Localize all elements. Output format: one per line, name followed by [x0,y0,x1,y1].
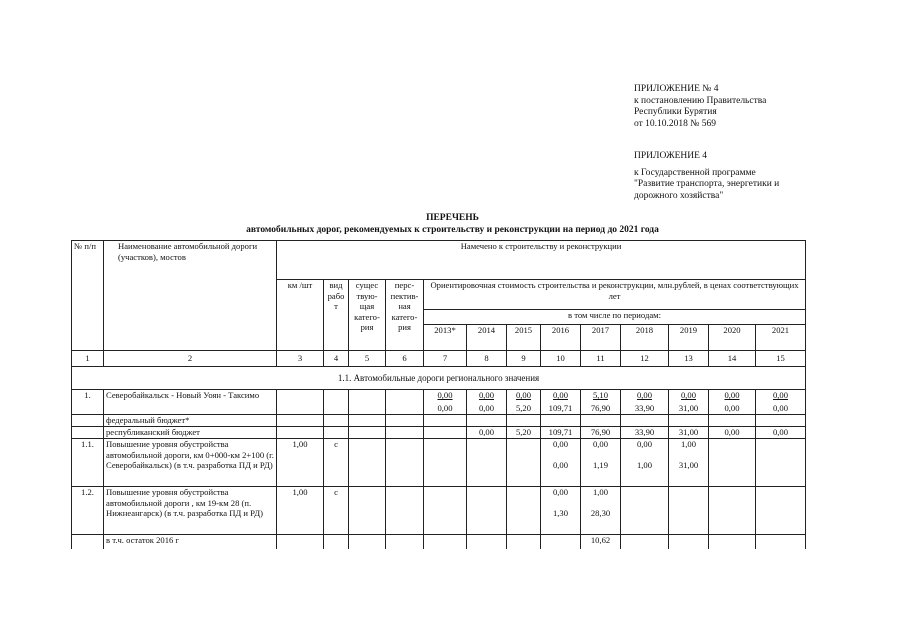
cost-value: 0,00 [467,390,507,403]
cost-value: 33,90 [621,403,669,415]
col-number: 8 [467,351,507,367]
year-header: 2020 [709,325,756,351]
table-row [72,487,806,535]
appendix-top-line3: Республики Бурятия [634,107,717,117]
col-number: 10 [541,351,581,367]
col-number: 11 [581,351,621,367]
col-number: 12 [621,351,669,367]
cost-value: 0,00 [709,390,756,403]
appendix-bottom [634,151,779,202]
km-value: 1,00 [277,439,324,487]
col-number: 7 [424,351,467,367]
cost-value: 0,00 [592,439,609,449]
cost-value: 31,00 [669,427,709,439]
cost-value: 5,20 [507,403,541,415]
document-title: ПЕРЕЧЕНЬ [426,213,479,223]
cost-value: 31,00 [678,459,699,470]
row-number: 1.1. [72,439,104,487]
cost-value: 0,00 [756,390,806,403]
cost-value: 33,90 [621,427,669,439]
cost-value: 0,00 [709,403,756,415]
cost-value: 0,00 [636,439,653,449]
col-number: 6 [386,351,424,367]
table-row [72,535,806,549]
table-row [72,439,806,487]
year-header: 2016 [541,325,581,351]
header-work-type: вид рабо т [324,280,349,351]
km-value: 1,00 [277,487,324,535]
cost-value: 1,00 [680,439,697,449]
cost-value: 0,00 [424,403,467,415]
table-row [72,427,806,439]
cost-value: 28,30 [590,507,611,518]
appendix-top [634,84,766,130]
cost-value: 0,00 [621,390,669,403]
year-header: 2018 [621,325,669,351]
col-number: 14 [709,351,756,367]
col-number: 13 [669,351,709,367]
col-number: 2 [104,351,277,367]
work-type-value: с [324,487,349,535]
header-name: Наименование автомобильной дороги (участков), мостов [104,241,277,351]
cost-value: 76,90 [581,427,621,439]
col-number: 5 [349,351,386,367]
col-number: 3 [277,351,324,367]
header-row-1 [72,241,806,280]
appendix-bottom-line3: "Развитие транспорта, энергетики и [634,179,780,189]
cost-value: 109,71 [541,427,581,439]
cost-value: 5,10 [581,390,621,403]
col-number: 9 [507,351,541,367]
year-header: 2014 [467,325,507,351]
appendix-top-line2: к постановлению Правительства [634,95,767,106]
header-km: км /шт [277,280,324,351]
road-name: Повышение уровня обустройства автомобильной дороги , км 19-км 28 (п. Нижнеангарск) (в т.ч. разработка ПД и РД) [104,487,277,535]
cost-value: 0,00 [541,390,581,403]
document-subtitle: автомобильных дорог, рекомендуемых к строительству и реконструкции на период до 2021 года [246,225,659,235]
col-number: 1 [72,351,104,367]
cost-value: 1,00 [636,459,653,470]
year-header: 2015 [507,325,541,351]
year-header: 2021 [756,325,806,351]
cost-value: 0,00 [669,390,709,403]
budget-federal: федеральный бюджет* [104,415,277,427]
table-row [72,415,806,427]
cost-value: 5,20 [507,427,541,439]
row-number: 1. [72,390,104,415]
appendix-bottom-line1: ПРИЛОЖЕНИЕ 4 [634,151,708,161]
column-numbers-row [72,351,806,367]
appendix-bottom-line4: дорожного хозяйства" [634,190,724,201]
road-name: Северобайкальск - Новый Уоян - Таксимо [104,390,277,415]
cost-value: 1,00 [592,487,609,497]
work-type-value: с [324,439,349,487]
cost-value: 0,00 [756,427,806,439]
table-row [72,390,806,403]
year-header: 2019 [669,325,709,351]
cost-value: 10,62 [581,535,621,549]
cost-value: 0,00 [467,403,507,415]
cost-value: 1,19 [592,459,609,470]
road-name: Повышение уровня обустройства автомобильной дороги, км 0+000-км 2+100 (г. Северобайкальск) (в т.ч. разработка ПД и РД) [104,439,277,487]
cost-value: 0,00 [424,390,467,403]
col-number: 15 [756,351,806,367]
col-number: 4 [324,351,349,367]
header-num: № п/п [72,241,104,351]
section-title: 1.1. Автомобильные дороги регионального значения [72,367,806,390]
appendix-top-line1: ПРИЛОЖЕНИЕ № 4 [634,84,719,94]
rest-label: в т.ч. остаток 2016 г [104,535,277,549]
cost-value: 31,00 [669,403,709,415]
section-row [72,367,806,390]
budget-republican: республиканский бюджет [104,427,277,439]
header-by-periods: в том числе по периодам: [424,310,806,325]
cost-value: 109,71 [541,403,581,415]
row-number: 1.2. [72,487,104,535]
header-cost: Ориентировочная стоимость строительства и реконструкции, млн.рублей, в ценах соответствующих лет [424,280,806,310]
appendix-top-line4: от 10.10.2018 № 569 [634,118,716,129]
cost-value: 1,30 [552,507,569,518]
cost-value: 0,00 [467,427,507,439]
header-planned: Намечено к строительству и реконструкции [277,241,806,280]
cost-value: 0,00 [709,427,756,439]
cost-value: 0,00 [507,390,541,403]
year-header: 2013* [424,325,467,351]
appendix-bottom-line2: к Государственной программе [634,167,756,178]
cost-value: 0,00 [756,403,806,415]
cost-value: 76,90 [581,403,621,415]
roads-table [71,240,806,549]
cost-value: 0,00 [552,439,569,449]
header-existing-category: сущес твую- щая катего- рия [349,280,386,351]
year-header: 2017 [581,325,621,351]
cost-value: 0,00 [552,459,569,470]
cost-value: 0,00 [552,487,569,497]
header-prospective-category: перс- пектив- ная катего- рия [386,280,424,351]
